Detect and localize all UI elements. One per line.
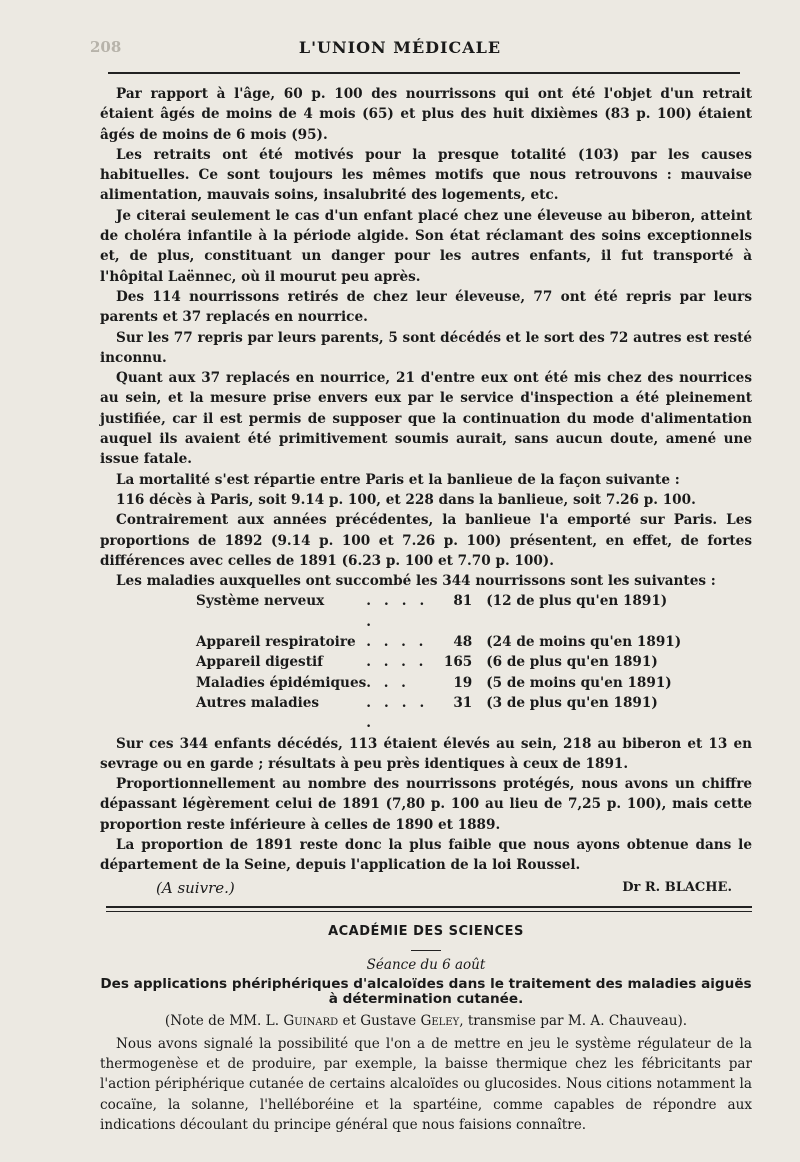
header-rule — [108, 72, 740, 74]
author-signature: Dr R. BLACHE. — [622, 879, 732, 895]
maladie-note: (3 de plus qu'en 1891) — [486, 694, 658, 711]
note-attribution — [100, 1011, 752, 1031]
paragraph: Des 114 nourrissons retirés de chez leur éleveuse, 77 ont été repris par leurs parents et 37 replacés en nourrice. — [100, 288, 752, 326]
maladies-table — [196, 591, 681, 733]
author-name: Geley — [420, 1013, 460, 1030]
to-be-continued: (A suivre.) — [156, 878, 235, 897]
paragraph: Quant aux 37 replacés en nourrice, 21 d'entre eux ont été mis chez des nourrices au sein, et la mesure prise envers eux par le service d'inspection a été pleinement justifiée, car il est permis de supposer que la continuation du mode d'alimentation auquel ils avaient été primitivement soumis aurait, sans aucun doute, amené une issue fatale. — [100, 370, 752, 468]
article-body — [100, 84, 752, 1135]
paragraph: Par rapport à l'âge, 60 p. 100 des nourrissons qui ont été l'objet d'un retrait étaient âgés de moins de 4 mois (65) et plus des huit dixièmes (83 p. 100) étaient âgés de moins de 6 mois (95). — [100, 86, 752, 143]
maladie-count: 19 — [453, 674, 473, 691]
maladie-note: (5 de moins qu'en 1891) — [486, 674, 672, 691]
leader-dots: . . . . — [366, 634, 428, 651]
section-title: ACADÉMIE DES SCIENCES — [328, 923, 524, 939]
paragraph: Sur les 77 repris par leurs parents, 5 sont décédés et le sort des 72 autres est resté inconnu. — [100, 329, 752, 366]
note-prefix: (Note de MM. L. — [164, 1013, 284, 1030]
leader-dots: . . . . . — [366, 593, 429, 630]
table-row — [196, 591, 681, 632]
paragraph: 116 décès à Paris, soit 9.14 p. 100, et 228 dans la banlieue, soit 7.26 p. 100. — [116, 491, 696, 508]
table-row — [196, 693, 681, 734]
maladie-note: (24 de moins qu'en 1891) — [486, 634, 682, 651]
paragraph: Sur ces 344 enfants décédés, 113 étaient élevés au sein, 218 au biberon et 13 en sevrage ou en garde ; résultats à peu près identiques à ceux de 1891. — [100, 735, 752, 772]
note-middle: et Gustave — [338, 1013, 421, 1030]
paragraph: Contrairement aux années précédentes, la banlieue l'a emporté sur Paris. Les proportions de 1892 (9.14 p. 100 et 7.26 p. 100) présentent, en effet, de fortes différences avec celles de 1891 (6.23 p. 100 et 7.70 p. 100). — [100, 512, 752, 569]
maladie-count: 48 — [453, 634, 473, 651]
paragraph: La proportion de 1891 reste donc la plus faible que nous ayons obtenue dans le département de la Seine, depuis l'application de la loi Roussel. — [100, 836, 752, 874]
leader-dots: . . . — [366, 674, 410, 691]
note-suffix: , transmise par M. A. Chauveau). — [459, 1013, 688, 1030]
paragraph: Les retraits ont été motivés pour la presque totalité (103) par les causes habituelles. Ce sont toujours les mêmes motifs que nous retrouvons : mauvaise alimentation, mauvais soins, insalubrité des logements, etc. — [100, 146, 752, 204]
paragraph: Nous avons signalé la possibilité que l'on a de mettre en jeu le système régulateur de la thermogenèse et de produire, par exemple, la baisse thermique chez les fébricitants par l'action périphérique cutanée de certains alcaloïdes ou glucosides. Nous citions notamment la cocaïne, la solanne, l'helléboréine et la spartéine, comme capables de répondre aux indications découlant du principe général que nous faisions connaître. — [100, 1035, 752, 1133]
page-number: 208 — [90, 38, 122, 56]
maladie-note: (12 de plus qu'en 1891) — [486, 593, 668, 610]
signature-row — [100, 878, 752, 898]
section-divider — [106, 906, 752, 912]
maladie-name: Autres maladies — [196, 694, 320, 711]
paragraph: La mortalité s'est répartie entre Paris et la banlieue de la façon suivante : — [116, 471, 680, 488]
maladie-count: 165 — [443, 654, 473, 671]
maladie-name: Maladies épidémiques — [196, 674, 367, 691]
maladie-note: (6 de plus qu'en 1891) — [486, 654, 658, 671]
maladie-name: Système nerveux — [196, 593, 325, 610]
leader-dots: . . . . . — [366, 694, 429, 732]
short-rule — [411, 950, 441, 951]
maladie-name: Appareil respiratoire — [196, 634, 356, 651]
paragraph: Proportionnellement au nombre des nourrissons protégés, nous avons un chiffre dépassant légèrement celui de 1891 (7,80 p. 100 au lieu de 7,25 p. 100), mais cette proportion reste inférieure à celles de 1890 et 1889. — [100, 776, 752, 833]
author-name: Guinard — [283, 1013, 339, 1030]
maladie-count: 81 — [453, 593, 473, 610]
maladie-count: 31 — [453, 694, 473, 711]
table-row — [196, 632, 681, 652]
leader-dots: . . . . — [366, 654, 428, 671]
paragraph: Les maladies auxquelles ont succombé les 344 nourrissons sont les suivantes : — [116, 573, 716, 590]
table-row — [196, 673, 681, 693]
paragraph: Je citerai seulement le cas d'un enfant placé chez une éleveuse au biberon, atteint de choléra infantile à la période algide. Son état réclamant des soins exceptionnels et, de plus, constituant un danger pour les autres enfants, il fut transporté à l'hôpital Laënnec, où il mourut peu après. — [100, 207, 752, 285]
article-title: Des applications phériphériques d'alcaloïdes dans le traitement des maladies aiguës à détermination cutanée. — [100, 976, 752, 1008]
running-head: L'UNION MÉDICALE — [298, 38, 502, 57]
seance-date: Séance du 6 août — [366, 957, 486, 974]
maladie-name: Appareil digestif — [196, 654, 324, 671]
table-row — [196, 652, 681, 672]
